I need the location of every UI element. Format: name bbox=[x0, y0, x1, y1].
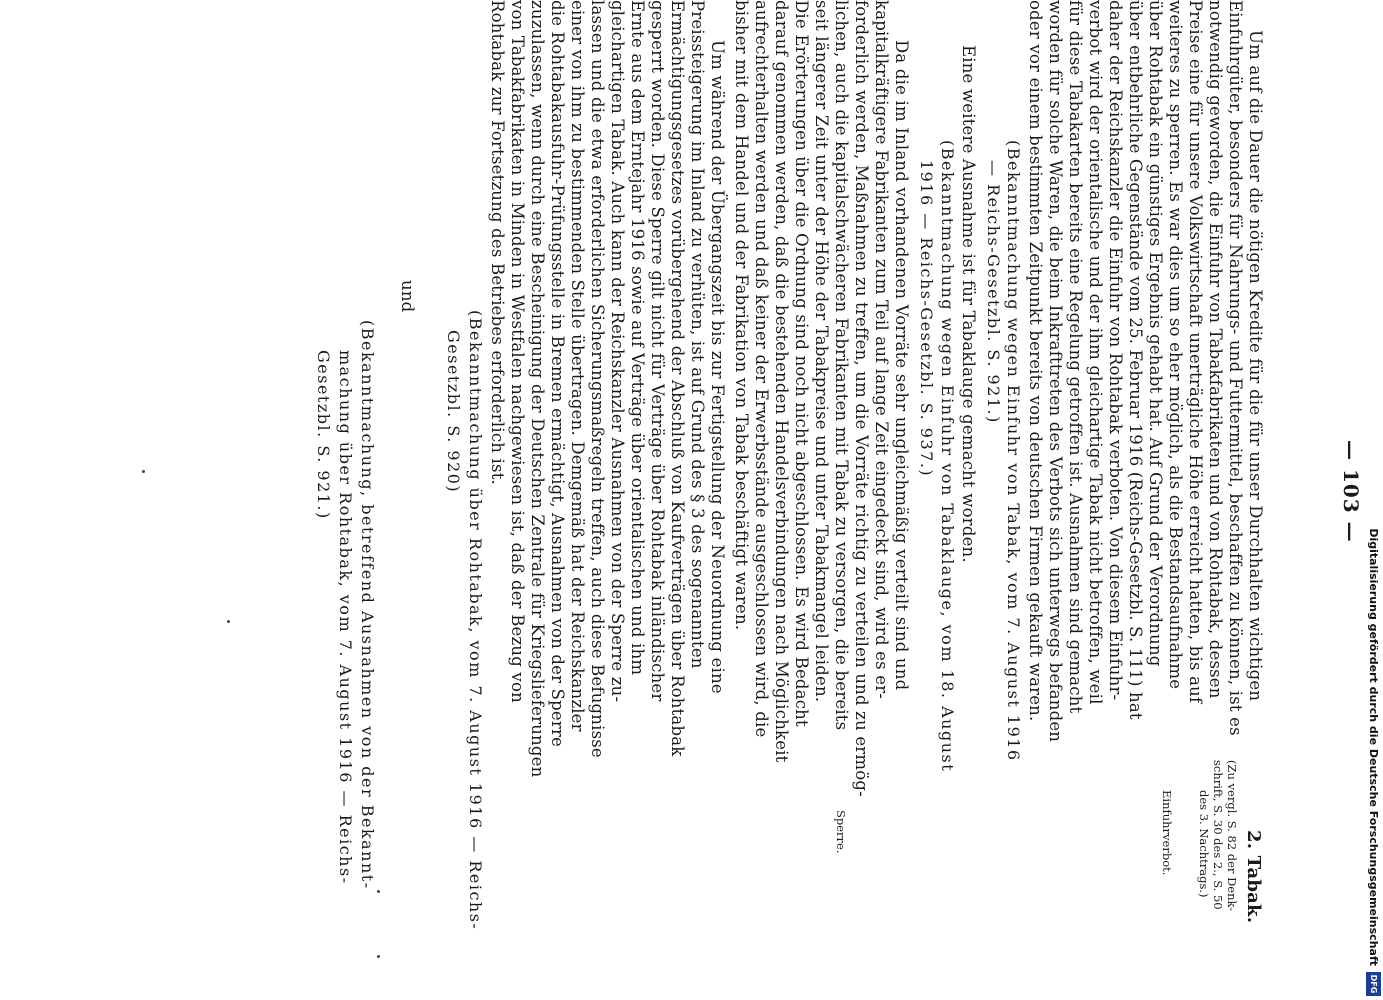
text-line: Einfuhrgüter, besonders für Nahrungs- und Futtermittel, beschaffen zu können, ist es bbox=[1226, 0, 1245, 736]
text-line: gleichartigen Tabak. Auch kann der Reichskanzler Ausnahmen von der Sperre zu- bbox=[608, 0, 627, 703]
text-line: daher der Reichskanzler die Einfuhr von Rohtabak verboten. Von diesem Einfuhr- bbox=[1106, 0, 1125, 701]
citation-line: (Bekanntmachung, betreffend Ausnahmen von der Bekannt- bbox=[358, 320, 377, 890]
scan-speck bbox=[227, 620, 230, 623]
text-line: verbot wird der orientalische und der ihm gleichartige Tabak nicht betroffen, weil bbox=[1086, 0, 1105, 705]
text-line: Preissteigerung im Inland zu verhüten, ist auf Grund des § 3 des sogenannten bbox=[688, 0, 707, 669]
citation-line: (Bekanntmachung wegen Einfuhr von Tabaklauge, vom 18. August bbox=[938, 140, 957, 773]
citation-line: Gesetzbl. S. 921.) bbox=[314, 350, 333, 520]
citation-line: 1916 — Reichs-Gesetzbl. S. 937.) bbox=[917, 160, 936, 478]
credit-text: Digitalisierung gefördert durch die Deutsche Forschungsgemeinschaft bbox=[1367, 528, 1380, 966]
citation-line: Gesetzbl. S. 920) bbox=[444, 330, 463, 494]
dfg-logo: DFG bbox=[1366, 972, 1381, 996]
text-line: die Rohtabakausfuhr-Prüfungsstelle in Bremen ermächtigt, Ausnahmen von der Sperre bbox=[548, 0, 567, 748]
text-line: Da die im Inland vorhandenen Vorräte sehr ungleichmäßig verteilt sind und bbox=[892, 40, 911, 691]
text-line: Ernte aus dem Erntejahr 1916 sowie auf Verträge über orientalischen und ihm bbox=[628, 0, 647, 676]
scan-speck bbox=[377, 890, 380, 893]
text-line: über Rohtabak ein günstiges Ergebnis gehabt hat. Auf Grund der Verordnung bbox=[1146, 0, 1165, 667]
text-line: gesperrt worden. Diese Sperre gilt nicht für Verträge über Rohtabak inländischer bbox=[648, 0, 667, 702]
text-line: Die Erörterungen über die Ordnung sind noch nicht abgeschlossen. Es wird Bedacht bbox=[792, 0, 811, 727]
text-line: Ermächtigungsgesetzes vorübergehend der Abschluß von Kaufverträgen über Rohtabak bbox=[668, 0, 687, 757]
text-line: seit längerer Zeit unter der Höhe der Tabakpreise und unter Tabakmangel leiden. bbox=[812, 0, 831, 703]
text-line: und bbox=[398, 280, 417, 313]
text-line: weiteres zu sperren. Es war dies um so eher möglich, als die Bestandsaufnahme bbox=[1166, 0, 1185, 690]
text-line: aufrechterhalten werden und daß keiner der Erwerbsstände ausgeschlossen wird, die bbox=[752, 0, 771, 738]
text-line: einer von ihm zu bestimmenden Stelle übertragen. Demgemäß hat der Reichskanzler bbox=[568, 0, 587, 732]
text-line: forderlich werden, Maßnahmen zu treffen, um die Vorräte richtig zu verteilen und zu ermög- bbox=[852, 0, 871, 797]
margin-reference-1: (Zu vergl. S. 82 der Denk- bbox=[1225, 760, 1239, 912]
page-number: — 103 — bbox=[1339, 440, 1363, 543]
text-line: von Tabakfabrikaten in Minden in Westfalen nachgewiesen ist, daß der Bezug von bbox=[508, 0, 527, 703]
citation-line: machung über Rohtabak, vom 7. August 1916 — Reichs- bbox=[336, 350, 355, 885]
text-line: kapitalkräftigere Fabrikanten zum Teil auf lange Zeit eingedeckt sind, wird es er- bbox=[872, 0, 891, 700]
text-line: zuzulassen, wenn durch eine Bescheinigung der Deutschen Zentrale für Kriegslieferungen bbox=[528, 0, 547, 778]
text-line: für diese Tabakarten bereits eine Regelung getroffen ist. Ausnahmen sind gemacht bbox=[1066, 0, 1085, 714]
margin-note-sperre: Sperre. bbox=[834, 810, 848, 854]
text-line: Eine weitere Ausnahme ist für Tabaklauge gemacht worden. bbox=[959, 45, 978, 563]
scan-speck bbox=[142, 470, 145, 473]
text-line: lichen, auch die kapitalschwächeren Fabrikanten mit Tabak zu versorgen, die bereits bbox=[832, 0, 851, 731]
margin-reference-2: schrift, S. 30 des 2., S. 50 bbox=[1211, 760, 1225, 910]
text-line: worden für solche Waren, die beim Inkrafttreten des Verbots sich unterwegs befanden bbox=[1046, 0, 1065, 743]
text-line: über entbehrliche Gegenstände vom 25. Februar 1916 (Reichs-Gesetzbl. S. 111) hat bbox=[1126, 0, 1145, 720]
margin-reference-3: des 3. Nachtrags.) bbox=[1197, 790, 1211, 898]
text-line: oder vor einem bestimmten Zeitpunkt bereits von deutschen Firmen gekauft waren. bbox=[1026, 0, 1045, 722]
margin-note-einfuhrverbot: Einfuhrverbot. bbox=[1160, 790, 1174, 876]
citation-line: — Reichs-Gesetzbl. S. 921.) bbox=[984, 160, 1003, 424]
text-line: Rohtabak zur Fortsetzung des Betriebes erforderlich ist. bbox=[488, 0, 507, 485]
citation-line: (Bekanntmachung über Rohtabak, vom 7. August 1916 — Reichs- bbox=[466, 310, 485, 931]
text-line: bisher mit dem Handel und der Fabrikation von Tabak beschäftigt waren. bbox=[732, 0, 751, 631]
scan-speck bbox=[377, 955, 380, 958]
text-line: lassen und die etwa erforderlichen Sicherungsmaßregeln treffen, auch diese Befugnisse bbox=[588, 0, 607, 758]
text-line: Preise eine für unsere Volkswirtschaft unerträgliche Höhe erreicht hatten, bis auf bbox=[1186, 0, 1205, 704]
citation-line: (Bekanntmachung wegen Einfuhr von Tabak, vom 7. August 1916 bbox=[1004, 140, 1023, 762]
text-line: Um während der Übergangszeit bis zur Fertigstellung der Neuordnung eine bbox=[708, 40, 727, 694]
section-heading: 2. Tabak. bbox=[1243, 830, 1264, 924]
digitization-credit bbox=[1361, 0, 1383, 1000]
text-line: Um auf die Dauer die nötigen Kredite für die für unser Durchhalten wichtigen bbox=[1246, 30, 1265, 702]
text-line: notwendig geworden, die Einfuhr von Tabakfabrikaten und von Rohtabak, dessen bbox=[1206, 0, 1225, 699]
text-line: darauf genommen werden, daß die bestehenden Handelsverbindungen nach Möglichkeit bbox=[772, 0, 791, 763]
